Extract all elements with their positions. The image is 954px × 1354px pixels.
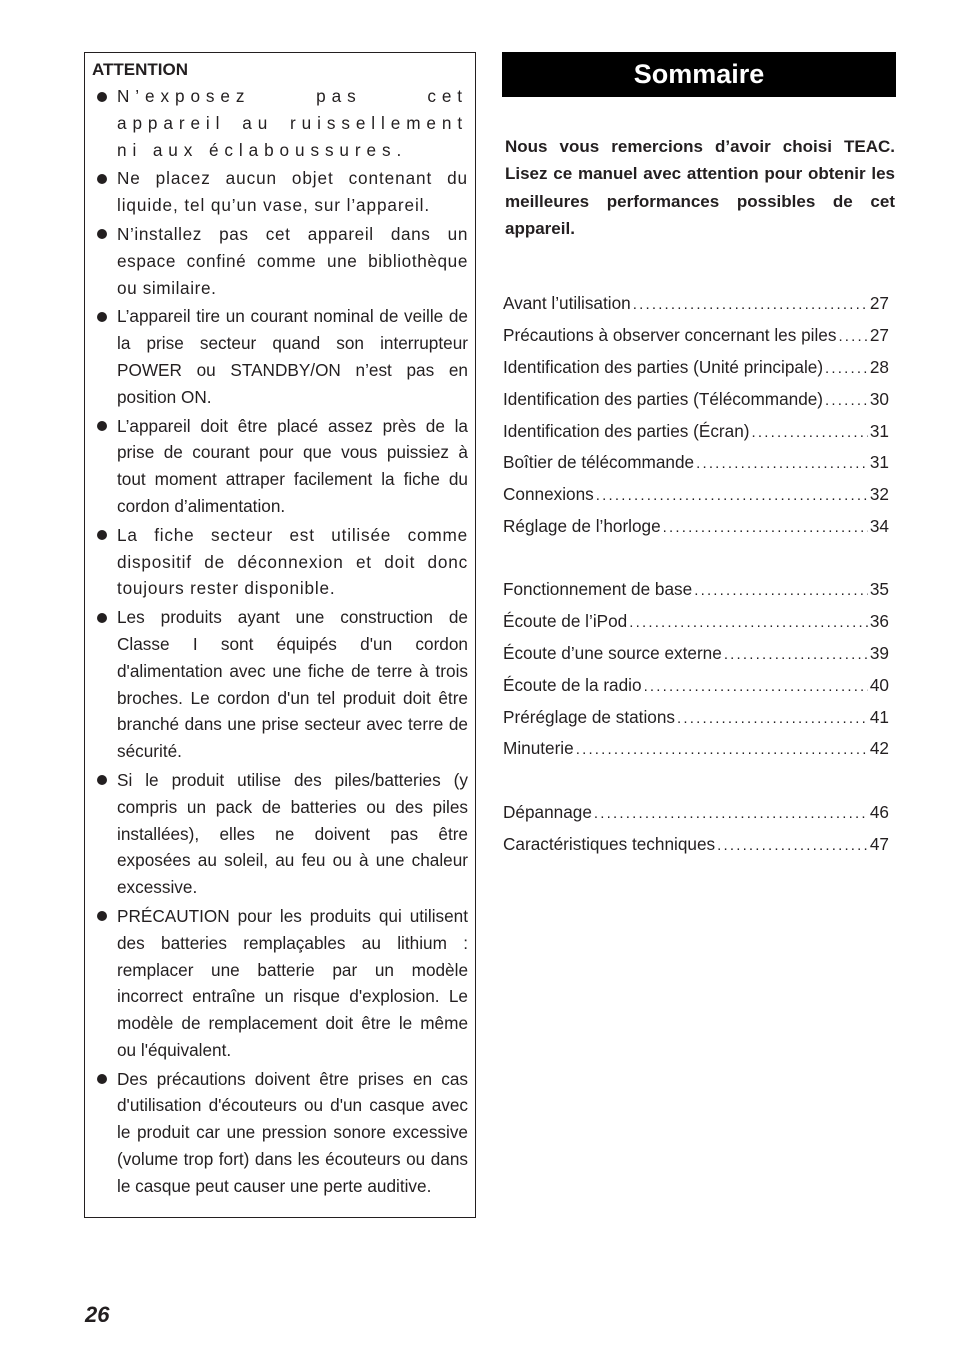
toc-entry xyxy=(503,797,889,829)
dot-leader xyxy=(629,607,868,639)
toc-entry-title: Écoute d’une source externe xyxy=(503,642,722,663)
attention-item-text: N’installez pas cet appareil dans un espace confiné comme une bibliothèque ou similaire. xyxy=(117,223,468,298)
attention-item xyxy=(92,767,468,901)
toc-entry-title: Dépannage xyxy=(503,802,592,822)
page-number: 26 xyxy=(85,1302,110,1327)
toc-entry-title: Boîtier de télécommande xyxy=(503,452,695,473)
dot-leader xyxy=(594,798,868,830)
toc-entry-page: 31 xyxy=(869,452,889,473)
toc-entry xyxy=(503,733,889,765)
attention-item xyxy=(92,165,468,219)
toc-entry-page: 27 xyxy=(869,324,889,345)
dot-leader xyxy=(633,289,868,321)
toc-entry-title: Identification des parties (Télécommande) xyxy=(503,388,824,409)
toc-entry-page: 27 xyxy=(869,293,889,313)
toc-entry-page: 46 xyxy=(869,802,889,822)
dot-leader xyxy=(825,353,868,385)
toc-entry-title: Identification des parties (Unité principale) xyxy=(503,356,824,377)
dot-leader xyxy=(663,512,868,544)
bullet-icon xyxy=(97,775,107,785)
toc-entry xyxy=(503,574,889,606)
toc-entry-page: 41 xyxy=(869,706,889,727)
toc-entry xyxy=(503,479,889,511)
toc-entry-page: 30 xyxy=(869,388,889,409)
attention-item-text: L’appareil doit être placé assez près de la prise de courant pour que vous puissiez à tout moment attraper facilement la fiche du cordon d’alimentation. xyxy=(117,415,468,516)
bullet-icon xyxy=(97,911,107,921)
toc-entry xyxy=(503,416,889,448)
sommaire-title: Sommaire xyxy=(502,52,896,97)
toc-entry-title: Identification des parties (Écran) xyxy=(503,420,750,441)
bullet-icon xyxy=(97,174,107,184)
toc-entry-title: Avant l’utilisation xyxy=(503,293,631,313)
toc-entry xyxy=(503,352,889,384)
attention-item-text: PRÉCAUTION pour les produits qui utilisent des batteries remplaçables au lithium : remplacer une batterie par un modèle incorrect entraîne un risque d'explosion. Le modèle de remplacement doit être le même ou l'équivalent. xyxy=(117,905,468,1060)
toc-group xyxy=(503,288,889,543)
toc-entry-page: 28 xyxy=(869,356,889,377)
toc-entry-title: Minuterie xyxy=(503,738,574,759)
attention-item xyxy=(92,303,468,410)
attention-list xyxy=(92,83,468,1200)
toc-entry-page: 39 xyxy=(869,642,889,663)
bullet-icon xyxy=(97,92,107,102)
toc-entry-title: Connexions xyxy=(503,484,594,505)
toc-entry xyxy=(503,511,889,543)
toc-group xyxy=(503,797,889,861)
toc-entry xyxy=(503,829,889,861)
toc-entry-page: 47 xyxy=(869,833,889,854)
bullet-icon xyxy=(97,1074,107,1084)
bullet-icon xyxy=(97,229,107,239)
toc-group xyxy=(503,574,889,765)
dot-leader xyxy=(576,734,868,766)
attention-item xyxy=(92,604,468,765)
bullet-icon xyxy=(97,421,107,431)
toc-entry-page: 42 xyxy=(869,738,889,759)
toc-entry xyxy=(503,384,889,416)
toc-entry-title: Caractéristiques techniques xyxy=(503,833,716,854)
toc-entry xyxy=(503,606,889,638)
attention-item xyxy=(92,83,468,163)
toc-entry-page: 36 xyxy=(869,610,889,631)
dot-leader xyxy=(751,417,867,449)
attention-item-text: Si le produit utilise des piles/batteries (y compris un pack de batteries ou des piles installées), elles ne doivent pas être exposées au soleil, au feu ou à une chaleur excessive. xyxy=(117,769,468,898)
attention-item xyxy=(92,903,468,1064)
attention-item-text: L’appareil tire un courant nominal de veille de la prise secteur quand son interrupteur POWER ou STANDBY/ON n’est pas en position ON. xyxy=(117,306,468,407)
toc-entry-title: Écoute de l’iPod xyxy=(503,610,628,631)
attention-item-text: Des précautions doivent être prises en cas d'utilisation d'écouteurs ou d'un casque avec le produit car une pression sonore excessive (volume trop fort) dans les écouteurs ou dans le casque peut causer une perte auditive. xyxy=(117,1068,468,1196)
attention-item-text: Ne placez aucun objet contenant du liquide, tel qu’un vase, sur l’appareil. xyxy=(117,168,468,216)
attention-item-text: N’exposez pas cet appareil au ruissellement ni aux éclaboussures. xyxy=(117,86,468,160)
toc-entry xyxy=(503,638,889,670)
toc-entry xyxy=(503,447,889,479)
bullet-icon xyxy=(97,312,107,322)
attention-item xyxy=(92,221,468,301)
toc-entry-page: 32 xyxy=(869,484,889,505)
dot-leader xyxy=(596,480,868,512)
toc-entry-page: 31 xyxy=(869,420,889,441)
toc-entry-title: Préréglage de stations xyxy=(503,706,675,727)
attention-item-text: La fiche secteur est utilisée comme dispositif de déconnexion et doit donc toujours rester disponible. xyxy=(117,524,468,599)
toc-entry-page: 34 xyxy=(869,516,889,537)
dot-leader xyxy=(696,448,868,480)
dot-leader xyxy=(825,385,868,417)
toc-entry-page: 40 xyxy=(869,674,889,695)
attention-item xyxy=(92,522,468,602)
toc-entry xyxy=(503,320,889,352)
bullet-icon xyxy=(97,530,107,540)
toc-entry-title: Réglage de l’horloge xyxy=(503,516,661,537)
toc-entry-title: Écoute de la radio xyxy=(503,674,642,695)
toc-entry xyxy=(503,288,889,320)
dot-leader xyxy=(717,830,868,862)
toc-entry-page: 35 xyxy=(869,579,889,599)
attention-title: ATTENTION xyxy=(92,60,189,79)
attention-box xyxy=(84,52,476,1218)
toc-entry-title: Fonctionnement de base xyxy=(503,579,693,599)
bullet-icon xyxy=(97,613,107,623)
dot-leader xyxy=(694,575,868,607)
dot-leader xyxy=(724,639,868,671)
intro-text: Nous vous remercions d’avoir choisi TEAC. Lisez ce manuel avec attention pour obtenir les meilleures performances possibles de cet appareil. xyxy=(505,137,895,238)
toc-entry xyxy=(503,702,889,734)
dot-leader xyxy=(677,703,868,735)
dot-leader xyxy=(644,671,868,703)
toc-entry xyxy=(503,670,889,702)
toc-entry-title: Précautions à observer concernant les piles xyxy=(503,324,837,345)
dot-leader xyxy=(838,321,867,353)
attention-item xyxy=(92,413,468,520)
attention-item-text: Les produits ayant une construction de Classe I sont équipés d'un cordon d'alimentation avec une fiche de terre à trois broches. Le cordon d'un tel produit doit être branché dans une prise secteur avec terre de sécurité. xyxy=(117,607,468,762)
attention-item xyxy=(92,1066,468,1200)
